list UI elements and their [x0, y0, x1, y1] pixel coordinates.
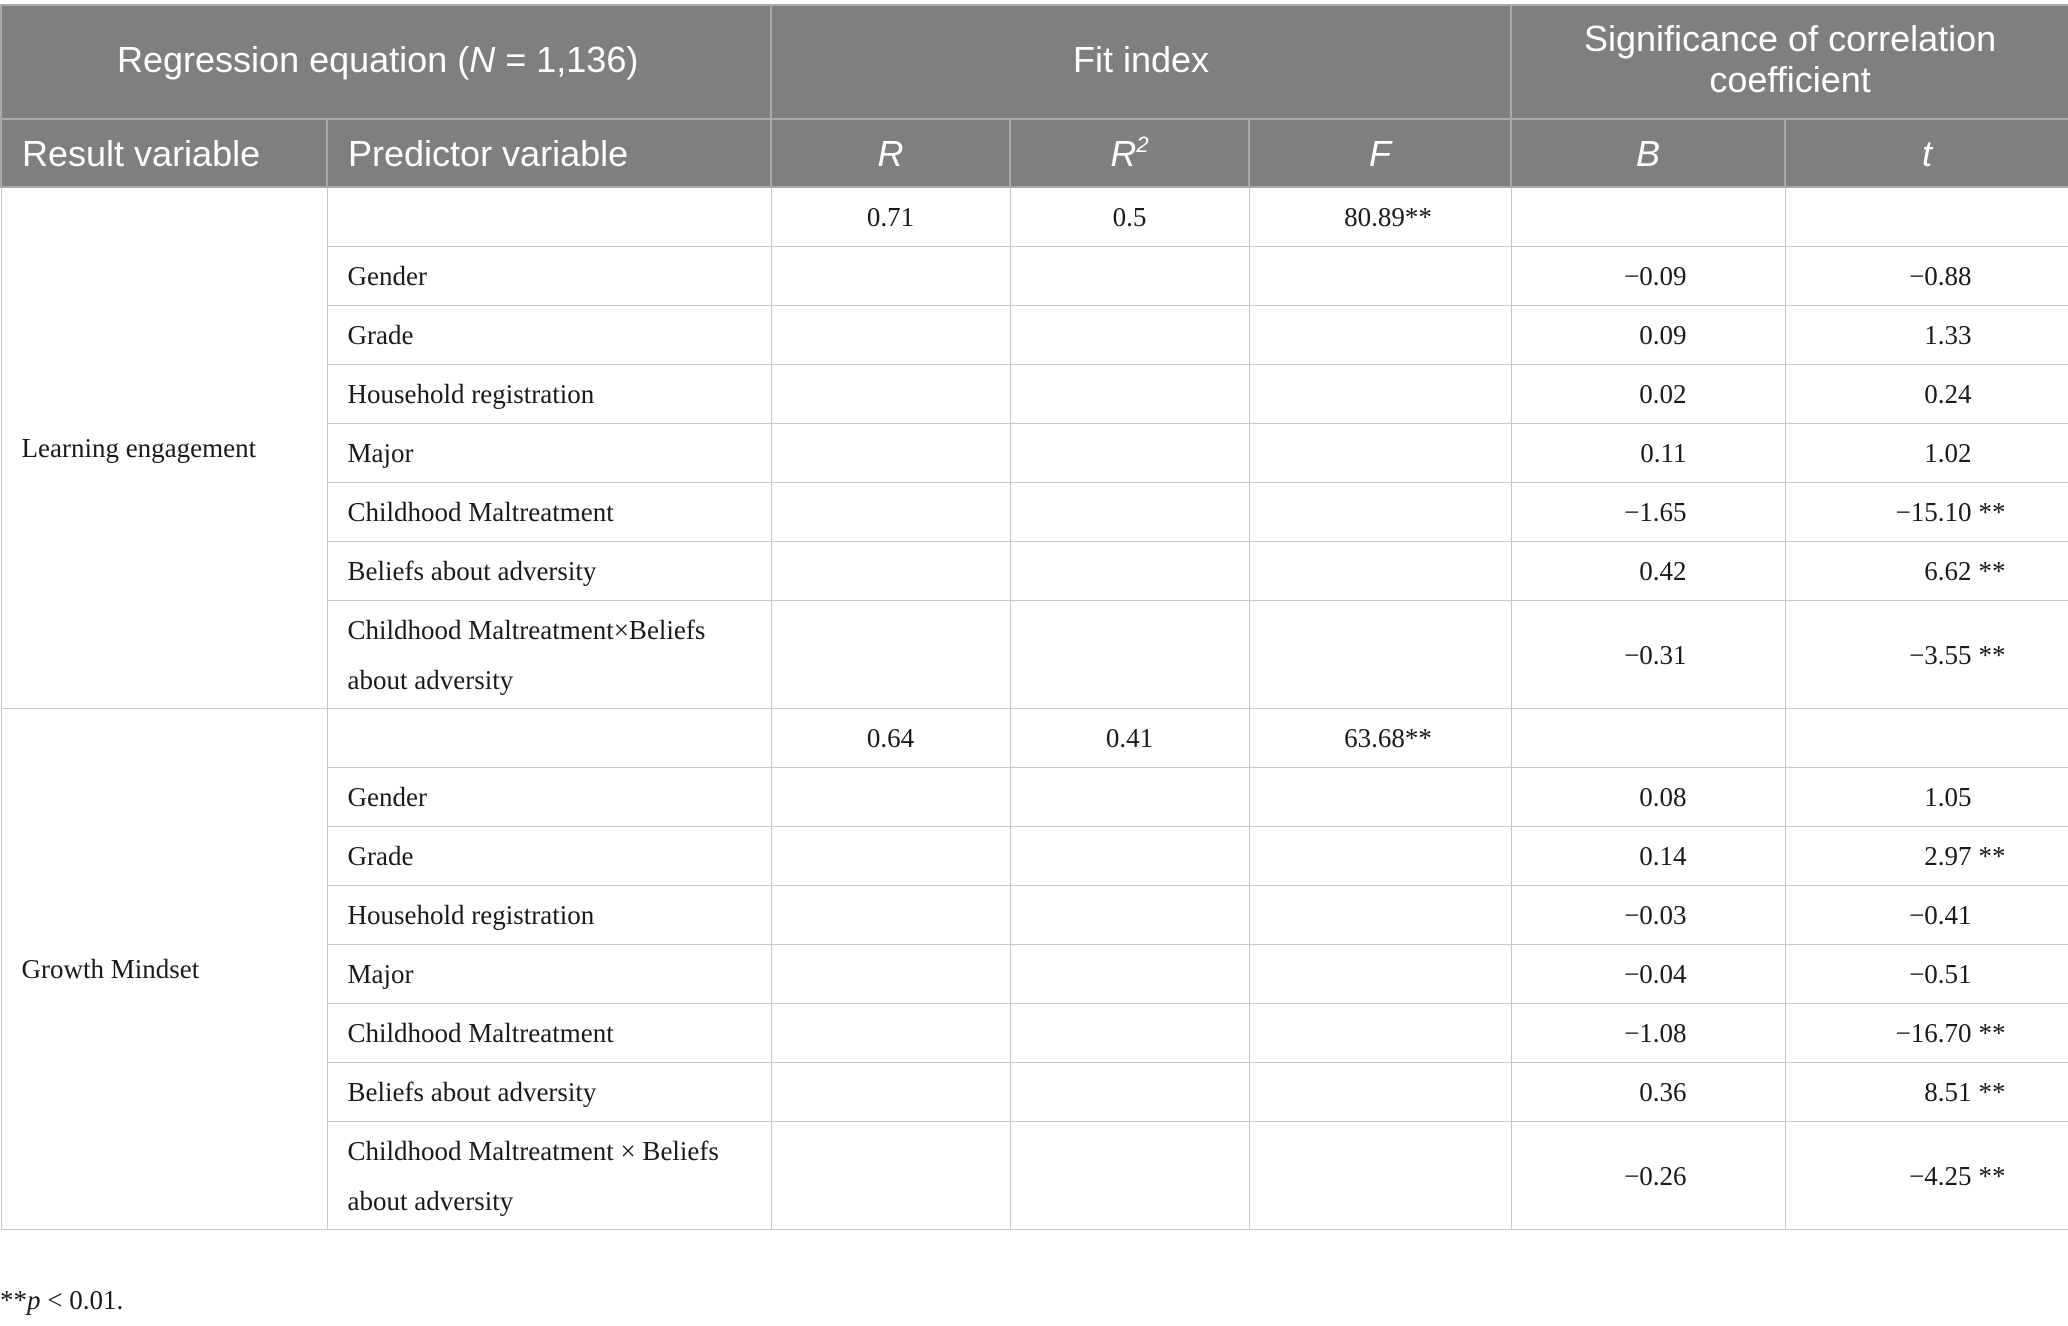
b-value: 0.11 [1640, 438, 1687, 468]
t-cell-empty [1785, 709, 2068, 768]
b-cell [1511, 424, 1785, 483]
t-value-wrap [1816, 890, 2006, 940]
b-cell [1511, 886, 1785, 945]
fit-f-cell-empty [1249, 1004, 1511, 1063]
fit-r-cell [771, 709, 1010, 768]
t-cell-empty [1785, 187, 2068, 247]
fit-f-cell-empty [1249, 1063, 1511, 1122]
b-value: 0.02 [1639, 379, 1687, 409]
b-cell [1511, 1004, 1785, 1063]
header-r-squared: $R^2$ [1010, 119, 1249, 187]
regression-table [0, 4, 2068, 1230]
fit-r2-cell-empty [1010, 601, 1249, 709]
fit-r-cell-empty [771, 1004, 1010, 1063]
t-value-wrap [1816, 1008, 2006, 1058]
b-cell [1511, 1063, 1785, 1122]
table-row-fit [1, 187, 2068, 247]
fit-f-cell-empty [1249, 542, 1511, 601]
header-f: F [1249, 119, 1511, 187]
fit-r-cell-empty [771, 886, 1010, 945]
b-value: −0.04 [1624, 959, 1687, 989]
t-value-wrap [1816, 630, 2006, 680]
t-value: −16.70 [1895, 1018, 1972, 1048]
fit-f-cell-empty [1249, 424, 1511, 483]
fit-r2-cell [1010, 709, 1249, 768]
fit-r2-cell-empty [1010, 768, 1249, 827]
header-row-columns [1, 119, 2068, 187]
t-significance: ** [1978, 556, 2006, 586]
b-cell [1511, 483, 1785, 542]
predictor-cell: Gender [327, 768, 771, 827]
t-cell [1785, 365, 2068, 424]
b-value: 0.09 [1639, 320, 1687, 350]
t-value-wrap [1816, 1151, 2006, 1201]
fit-r-cell-empty [771, 601, 1010, 709]
t-cell [1785, 483, 2068, 542]
fit-r2-cell-value: 0.41 [1105, 723, 1154, 753]
fit-f-cell-empty [1249, 768, 1511, 827]
predictor-cell: Childhood Maltreatment × Beliefs about adversity [327, 1122, 771, 1230]
t-cell [1785, 886, 2068, 945]
t-value: 1.02 [1924, 438, 1972, 468]
predictor-cell-empty [327, 709, 771, 768]
fit-f-cell [1249, 709, 1511, 768]
fit-r-cell-empty [771, 424, 1010, 483]
t-value-wrap [1816, 310, 2006, 360]
t-value: −4.25 [1909, 1160, 1972, 1191]
fit-r2-cell-empty [1010, 483, 1249, 542]
fit-f-cell-empty [1249, 1122, 1511, 1230]
header-regression-equation: Regression equation (N = 1,136) [1, 5, 771, 119]
fit-r-cell-empty [771, 483, 1010, 542]
b-value: −0.09 [1624, 261, 1687, 291]
fit-r-cell-empty [771, 768, 1010, 827]
t-cell [1785, 768, 2068, 827]
table-header [1, 5, 2068, 187]
fit-r2-cell-empty [1010, 1063, 1249, 1122]
b-cell [1511, 601, 1785, 709]
b-value: 0.42 [1639, 556, 1687, 586]
t-value: 2.97 [1924, 841, 1972, 871]
t-cell [1785, 247, 2068, 306]
t-value-wrap [1816, 772, 2006, 822]
t-value-wrap [1816, 428, 2006, 478]
fit-f-cell-empty [1249, 601, 1511, 709]
t-cell [1785, 424, 2068, 483]
fit-f-cell-empty [1249, 483, 1511, 542]
t-cell [1785, 306, 2068, 365]
predictor-cell: Household registration [327, 886, 771, 945]
predictor-cell: Grade [327, 306, 771, 365]
fit-r2-cell-empty [1010, 306, 1249, 365]
predictor-cell: Gender [327, 247, 771, 306]
header-result-variable: Result variable [1, 119, 327, 187]
t-significance: ** [1978, 841, 2006, 871]
t-cell [1785, 1122, 2068, 1230]
fit-r2-cell-empty [1010, 1004, 1249, 1063]
t-value: −0.51 [1909, 959, 1972, 989]
b-value: 0.36 [1639, 1077, 1687, 1107]
b-value: 0.08 [1639, 782, 1687, 812]
fit-r2-cell-value: 0.5 [1112, 202, 1147, 232]
t-value: −3.55 [1909, 639, 1972, 670]
fit-r-cell-empty [771, 542, 1010, 601]
table-body [1, 187, 2068, 1230]
fit-f-cell-value: 63.68** [1344, 723, 1432, 753]
t-value: 1.33 [1924, 320, 1972, 350]
b-value: −0.26 [1624, 1160, 1687, 1191]
t-value: 0.24 [1924, 379, 1972, 409]
fit-f-cell-empty [1249, 827, 1511, 886]
fit-r2-cell-empty [1010, 542, 1249, 601]
t-value: −15.10 [1895, 497, 1972, 527]
b-cell [1511, 365, 1785, 424]
predictor-cell: Major [327, 424, 771, 483]
b-cell-empty [1511, 709, 1785, 768]
t-significance: ** [1978, 1018, 2006, 1048]
t-cell [1785, 1063, 2068, 1122]
fit-f-cell [1249, 187, 1511, 247]
header-r: R [771, 119, 1010, 187]
t-value-wrap [1816, 487, 2006, 537]
fit-r2-cell-empty [1010, 827, 1249, 886]
b-cell [1511, 827, 1785, 886]
fit-r-cell-value: 0.71 [866, 202, 915, 232]
fit-r-cell-empty [771, 365, 1010, 424]
result-variable-cell: Learning engagement [1, 187, 327, 709]
header-b: B [1511, 119, 1785, 187]
fit-f-cell-empty [1249, 886, 1511, 945]
fit-f-cell-empty [1249, 306, 1511, 365]
result-variable-cell: Growth Mindset [1, 709, 327, 1230]
fit-r2-cell-empty [1010, 424, 1249, 483]
t-value: 6.62 [1924, 556, 1972, 586]
fit-r-cell [771, 187, 1010, 247]
t-value-wrap [1816, 251, 2006, 301]
t-value-wrap [1816, 546, 2006, 596]
fit-f-cell-value: 80.89** [1344, 202, 1432, 232]
t-cell [1785, 1004, 2068, 1063]
b-value: −1.65 [1624, 497, 1687, 527]
header-t: t [1785, 119, 2068, 187]
predictor-cell: Childhood Maltreatment×Beliefs about adversity [327, 601, 771, 709]
t-significance: ** [1978, 1077, 2006, 1107]
t-cell [1785, 542, 2068, 601]
fit-r2-cell-empty [1010, 247, 1249, 306]
fit-r2-cell-empty [1010, 365, 1249, 424]
b-value: −0.03 [1624, 900, 1687, 930]
b-cell [1511, 945, 1785, 1004]
t-value-wrap [1816, 831, 2006, 881]
t-value-wrap [1816, 369, 2006, 419]
predictor-cell: Grade [327, 827, 771, 886]
fit-r-cell-value: 0.64 [866, 723, 915, 753]
t-value: 8.51 [1924, 1077, 1972, 1107]
b-value: 0.14 [1639, 841, 1687, 871]
predictor-cell: Beliefs about adversity [327, 542, 771, 601]
b-value: −0.31 [1624, 639, 1687, 670]
t-value: −0.41 [1909, 900, 1972, 930]
fit-r2-cell-empty [1010, 1122, 1249, 1230]
predictor-cell: Major [327, 945, 771, 1004]
predictor-cell: Childhood Maltreatment [327, 483, 771, 542]
t-value-wrap [1816, 949, 2006, 999]
predictor-cell-empty [327, 187, 771, 247]
fit-f-cell-empty [1249, 365, 1511, 424]
t-cell [1785, 601, 2068, 709]
header-fit-index: Fit index [771, 5, 1511, 119]
header-row-groups [1, 5, 2068, 119]
t-value: 1.05 [1924, 782, 1972, 812]
fit-r-cell-empty [771, 247, 1010, 306]
t-significance: ** [1978, 1160, 2006, 1191]
fit-r2-cell-empty [1010, 945, 1249, 1004]
b-cell-empty [1511, 187, 1785, 247]
fit-r-cell-empty [771, 827, 1010, 886]
b-cell [1511, 1122, 1785, 1230]
b-cell [1511, 542, 1785, 601]
fit-r-cell-empty [771, 1122, 1010, 1230]
fit-r-cell-empty [771, 945, 1010, 1004]
fit-f-cell-empty [1249, 945, 1511, 1004]
t-significance: ** [1978, 497, 2006, 527]
fit-r2-cell [1010, 187, 1249, 247]
t-cell [1785, 945, 2068, 1004]
fit-f-cell-empty [1249, 247, 1511, 306]
t-cell [1785, 827, 2068, 886]
header-significance: Significance of correlation coefficient [1511, 5, 2068, 119]
header-predictor-variable: Predictor variable [327, 119, 771, 187]
predictor-cell: Household registration [327, 365, 771, 424]
t-significance: ** [1978, 639, 2006, 670]
b-cell [1511, 306, 1785, 365]
footnote: **p < 0.01. [0, 1285, 124, 1315]
b-cell [1511, 247, 1785, 306]
table-row-fit [1, 709, 2068, 768]
t-value: −0.88 [1909, 261, 1972, 291]
predictor-cell: Childhood Maltreatment [327, 1004, 771, 1063]
t-value-wrap [1816, 1067, 2006, 1117]
b-cell [1511, 768, 1785, 827]
predictor-cell: Beliefs about adversity [327, 1063, 771, 1122]
fit-r2-cell-empty [1010, 886, 1249, 945]
fit-r-cell-empty [771, 306, 1010, 365]
fit-r-cell-empty [771, 1063, 1010, 1122]
b-value: −1.08 [1624, 1018, 1687, 1048]
